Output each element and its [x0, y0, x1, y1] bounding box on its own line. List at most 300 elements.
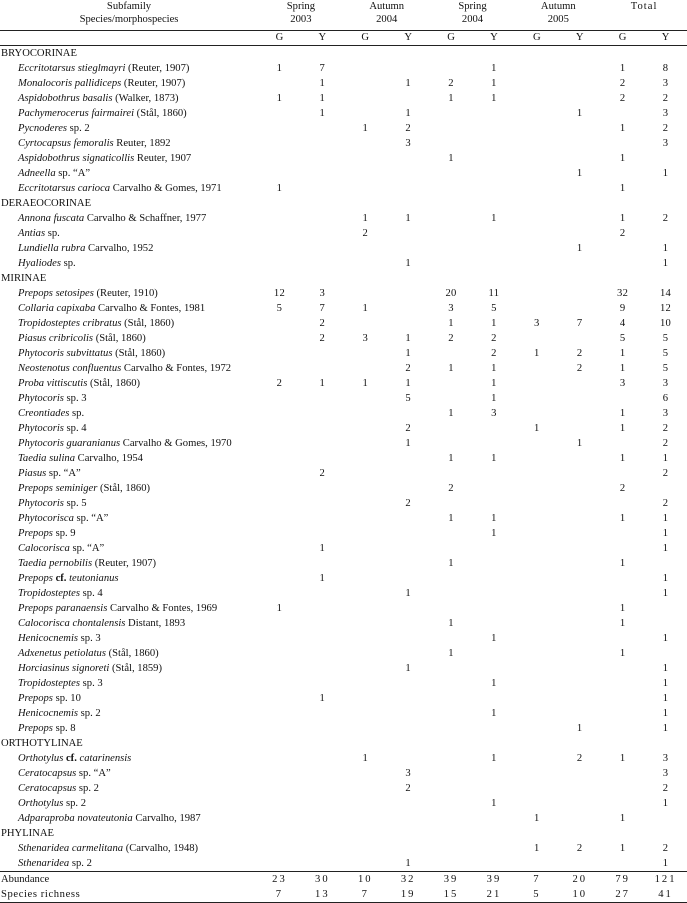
count-cell: 2 — [276, 378, 283, 389]
count-cell — [344, 811, 387, 826]
species-name — [0, 301, 258, 316]
period-header-row — [0, 0, 687, 31]
count-cell — [558, 706, 601, 721]
count-cell — [601, 466, 644, 481]
count-cell — [344, 76, 387, 91]
count-cell — [430, 541, 473, 556]
count-cell — [258, 316, 301, 331]
count-cell: 1 — [491, 513, 497, 524]
count-cell — [258, 496, 301, 511]
count-cell — [258, 841, 301, 856]
count-cell — [387, 646, 430, 661]
count-cell — [515, 286, 558, 301]
count-cell: 1 — [448, 618, 454, 629]
count-cell — [601, 676, 644, 691]
count-cell — [515, 766, 558, 781]
count-cell — [258, 466, 301, 481]
species-row — [0, 676, 687, 691]
count-cell — [258, 661, 301, 676]
count-cell — [601, 106, 644, 121]
species-row — [0, 316, 687, 331]
count-cell — [387, 811, 430, 826]
count-cell — [387, 61, 430, 76]
count-cell — [472, 616, 515, 631]
species-row — [0, 121, 687, 136]
count-cell: 2 — [405, 363, 411, 374]
count-cell — [601, 166, 644, 181]
count-cell — [301, 646, 344, 661]
table-body — [0, 46, 687, 903]
count-cell — [515, 496, 558, 511]
count-cell — [301, 811, 344, 826]
count-cell: 2 — [576, 348, 583, 359]
count-cell — [301, 136, 344, 151]
count-cell: 1 — [448, 153, 454, 164]
species-genus: Prepops seminiger — [18, 483, 98, 494]
count-cell: 1 — [448, 408, 454, 419]
species-row — [0, 361, 687, 376]
species-row — [0, 511, 687, 526]
species-authority: (Stål, 1860) — [112, 348, 166, 359]
count-cell: 1 — [448, 363, 454, 374]
count-cell — [344, 436, 387, 451]
count-cell: 1 — [662, 243, 669, 254]
count-cell: 2 — [491, 348, 497, 359]
species-row — [0, 241, 687, 256]
species-authority: Carvalho, 1954 — [75, 453, 143, 464]
count-cell — [472, 181, 515, 196]
count-cell — [344, 571, 387, 586]
count-cell: 1 — [619, 423, 626, 434]
species-authority: sp. 8 — [52, 723, 76, 734]
species-authority: sp. 4 — [63, 423, 87, 434]
species-genus: Prepops paranaensis — [18, 603, 108, 614]
count-cell — [515, 556, 558, 571]
count-cell — [430, 751, 473, 766]
species-row — [0, 211, 687, 226]
count-cell: 1 — [662, 693, 669, 704]
count-cell: 1 — [662, 453, 669, 464]
count-cell — [301, 526, 344, 541]
count-cell — [301, 706, 344, 721]
count-cell — [430, 571, 473, 586]
species-row — [0, 436, 687, 451]
count-cell: 5 — [619, 333, 626, 344]
species-row — [0, 226, 687, 241]
count-cell — [558, 616, 601, 631]
count-cell: 1 — [276, 603, 283, 614]
species-row — [0, 541, 687, 556]
species-genus: Phytocoris guaranianus — [18, 438, 121, 449]
count-cell — [558, 136, 601, 151]
count-cell — [301, 451, 344, 466]
species-authority: Carvalho & Fontes, 1969 — [107, 603, 218, 614]
count-cell — [344, 286, 387, 301]
species-genus: Calocorisca — [18, 543, 70, 554]
count-cell — [472, 226, 515, 241]
count-cell — [301, 856, 344, 872]
species-name — [0, 751, 258, 766]
count-cell — [258, 526, 301, 541]
count-cell: 2 — [619, 78, 626, 89]
species-genus: Prepops setosipes — [18, 288, 94, 299]
count-cell: 1 — [576, 438, 583, 449]
species-name — [0, 346, 258, 361]
count-cell — [430, 391, 473, 406]
species-qualifier: cf. — [63, 753, 80, 764]
species-genus: Taedia sulina — [18, 453, 76, 464]
species-name — [0, 286, 258, 301]
count-cell — [301, 616, 344, 631]
species-name — [0, 586, 258, 601]
count-cell: 1 — [619, 648, 626, 659]
total-cell: 20 — [558, 872, 601, 888]
count-cell — [387, 181, 430, 196]
count-cell: 1 — [491, 93, 497, 104]
count-cell — [387, 526, 430, 541]
species-genus: Orthotylus — [18, 753, 64, 764]
count-cell: 8 — [662, 63, 669, 74]
count-cell: 2 — [405, 498, 411, 509]
count-cell — [344, 706, 387, 721]
count-cell: 1 — [405, 858, 411, 869]
count-cell — [387, 406, 430, 421]
count-cell — [301, 481, 344, 496]
count-cell — [472, 496, 515, 511]
count-cell — [258, 121, 301, 136]
species-name — [0, 256, 258, 271]
count-cell — [558, 256, 601, 271]
count-cell — [558, 541, 601, 556]
species-row — [0, 166, 687, 181]
count-cell — [558, 391, 601, 406]
species-authority: (Reuter, 1907) — [121, 78, 186, 89]
period-header-autumn-2005: Autumn 2005 — [540, 1, 576, 25]
count-cell: 2 — [576, 363, 583, 374]
species-name — [0, 151, 258, 166]
species-genus: Tropidosteptes — [18, 588, 80, 599]
count-cell — [558, 856, 601, 872]
species-authority: sp. 3 — [63, 393, 87, 404]
count-cell — [344, 181, 387, 196]
species-genus: Horciasinus signoreti — [18, 663, 110, 674]
subfamily-row — [0, 826, 687, 841]
count-cell — [344, 451, 387, 466]
count-cell — [344, 586, 387, 601]
species-genus: Lundiella rubra — [18, 243, 86, 254]
count-cell — [601, 781, 644, 796]
species-name — [0, 451, 258, 466]
count-cell — [644, 616, 687, 631]
count-cell: 5 — [662, 363, 669, 374]
species-name — [0, 331, 258, 346]
count-cell — [301, 511, 344, 526]
count-cell — [558, 661, 601, 676]
count-cell: 1 — [534, 813, 540, 824]
count-cell — [472, 256, 515, 271]
species-name — [0, 421, 258, 436]
count-cell — [301, 631, 344, 646]
species-authority: Carvalho & Gomes, 1970 — [120, 438, 232, 449]
count-cell — [387, 241, 430, 256]
count-cell — [515, 661, 558, 676]
species-genus: Antias — [18, 228, 46, 239]
species-row — [0, 376, 687, 391]
species-authority: sp. — [45, 228, 60, 239]
species-authority: (Stål, 1860) — [87, 378, 141, 389]
species-row — [0, 601, 687, 616]
count-cell — [301, 661, 344, 676]
species-row — [0, 451, 687, 466]
species-row — [0, 691, 687, 706]
count-cell: 1 — [491, 753, 497, 764]
count-cell — [344, 91, 387, 106]
count-cell — [430, 811, 473, 826]
count-cell — [558, 481, 601, 496]
species-genus: Cyrtocapsus femoralis — [18, 138, 114, 149]
count-cell: 5 — [662, 348, 669, 359]
count-cell — [601, 796, 644, 811]
count-cell — [430, 421, 473, 436]
species-authority: Carvalho, 1987 — [132, 813, 201, 824]
count-cell — [344, 361, 387, 376]
count-cell — [258, 511, 301, 526]
count-cell — [430, 631, 473, 646]
species-authority: sp. 4 — [80, 588, 103, 599]
count-cell: 2 — [362, 228, 369, 239]
count-cell — [387, 466, 430, 481]
species-name — [0, 661, 258, 676]
count-cell — [344, 526, 387, 541]
species-genus: Hyaliodes — [18, 258, 61, 269]
species-name — [0, 796, 258, 811]
species-genus: Henicocnemis — [18, 633, 79, 644]
count-cell — [301, 121, 344, 136]
count-cell: 1 — [619, 753, 626, 764]
species-authority: Reuter, 1907 — [134, 153, 192, 164]
count-cell: 5 — [662, 333, 669, 344]
count-cell — [344, 556, 387, 571]
count-cell — [301, 406, 344, 421]
count-cell — [258, 256, 301, 271]
count-cell — [472, 106, 515, 121]
count-cell: 1 — [534, 348, 540, 359]
count-cell — [515, 91, 558, 106]
count-cell — [387, 571, 430, 586]
count-cell: 1 — [276, 183, 283, 194]
count-cell — [258, 136, 301, 151]
count-cell — [344, 256, 387, 271]
species-authority: (Carvalho, 1948) — [123, 843, 199, 854]
count-cell — [472, 811, 515, 826]
species-name — [0, 766, 258, 781]
count-cell: 2 — [405, 783, 411, 794]
count-cell: 3 — [405, 768, 411, 779]
count-cell: 1 — [619, 558, 626, 569]
species-authority: sp. “A” — [46, 468, 81, 479]
count-cell — [301, 436, 344, 451]
count-cell: 1 — [662, 858, 669, 869]
species-genus: Prepops — [18, 573, 53, 584]
count-cell — [430, 121, 473, 136]
count-cell — [515, 751, 558, 766]
species-name — [0, 481, 258, 496]
count-cell — [515, 181, 558, 196]
species-authority: Distant, 1893 — [125, 618, 186, 629]
count-cell — [515, 601, 558, 616]
total-cell: 7 — [258, 887, 301, 903]
count-cell: 2 — [448, 483, 454, 494]
count-cell — [344, 466, 387, 481]
count-cell — [515, 586, 558, 601]
count-cell — [515, 691, 558, 706]
total-cell: 27 — [601, 887, 644, 903]
species-name — [0, 211, 258, 226]
count-cell — [344, 841, 387, 856]
species-authority: sp. 2 — [67, 123, 90, 134]
count-cell — [515, 76, 558, 91]
subcolumn-header: G — [430, 31, 473, 46]
count-cell — [301, 496, 344, 511]
species-genus: Ceratocapsus — [18, 783, 77, 794]
count-cell — [472, 781, 515, 796]
count-cell — [601, 631, 644, 646]
species-row — [0, 616, 687, 631]
species-name — [0, 361, 258, 376]
count-cell — [601, 691, 644, 706]
subfamily-heading: Subfamily — [106, 1, 152, 12]
count-cell — [558, 466, 601, 481]
count-cell — [430, 721, 473, 736]
count-cell: 1 — [491, 708, 497, 719]
species-name — [0, 631, 258, 646]
species-row — [0, 481, 687, 496]
count-cell: 1 — [448, 558, 454, 569]
count-cell: 1 — [662, 663, 669, 674]
count-cell: 2 — [319, 333, 326, 344]
species-name — [0, 166, 258, 181]
count-cell — [430, 241, 473, 256]
count-cell — [472, 121, 515, 136]
species-authority: sp. 2 — [78, 708, 101, 719]
species-genus: Collaria capixaba — [18, 303, 96, 314]
species-name — [0, 676, 258, 691]
count-cell — [344, 676, 387, 691]
count-cell — [258, 586, 301, 601]
count-cell — [301, 796, 344, 811]
count-cell — [387, 151, 430, 166]
count-cell: 1 — [405, 438, 411, 449]
count-cell — [344, 346, 387, 361]
period-header-autumn-2004: Autumn 2004 — [369, 1, 405, 25]
count-cell — [601, 721, 644, 736]
count-cell: 1 — [619, 453, 626, 464]
count-cell — [558, 226, 601, 241]
count-cell — [558, 376, 601, 391]
species-genus: Henicocnemis — [18, 708, 79, 719]
species-authority: sp. 3 — [80, 678, 103, 689]
count-cell — [344, 691, 387, 706]
count-cell — [301, 181, 344, 196]
count-cell — [644, 481, 687, 496]
species-authority: sp. 5 — [63, 498, 87, 509]
count-cell — [430, 166, 473, 181]
count-cell: 2 — [576, 753, 583, 764]
species-authority: sp. 2 — [63, 798, 86, 809]
count-cell: 1 — [319, 543, 326, 554]
count-cell — [344, 541, 387, 556]
subfamily-name: DERAEOCORINAE — [1, 198, 92, 209]
count-cell: 3 — [534, 318, 540, 329]
count-cell: 1 — [319, 93, 326, 104]
count-cell: 12 — [659, 303, 672, 314]
count-cell — [430, 796, 473, 811]
count-cell — [430, 61, 473, 76]
count-cell — [515, 796, 558, 811]
count-cell — [558, 121, 601, 136]
count-cell — [601, 496, 644, 511]
count-cell: 3 — [491, 408, 497, 419]
count-cell: 12 — [273, 288, 286, 299]
count-cell — [344, 61, 387, 76]
count-cell — [258, 556, 301, 571]
count-cell — [258, 571, 301, 586]
count-cell: 3 — [662, 753, 669, 764]
species-genus: Phytocoris — [18, 393, 64, 404]
species-name — [0, 61, 258, 76]
count-cell — [430, 181, 473, 196]
species-authority: (Stål, 1860) — [121, 318, 175, 329]
count-cell — [472, 856, 515, 872]
total-cell: 39 — [430, 872, 473, 888]
species-row — [0, 496, 687, 511]
count-cell: 5 — [491, 303, 497, 314]
count-cell: 1 — [362, 303, 369, 314]
count-cell: 5 — [276, 303, 283, 314]
count-cell — [387, 721, 430, 736]
count-cell — [301, 781, 344, 796]
count-cell — [387, 301, 430, 316]
count-cell: 1 — [619, 618, 626, 629]
count-cell: 1 — [319, 108, 326, 119]
species-name — [0, 811, 258, 826]
count-cell — [601, 391, 644, 406]
count-cell: 1 — [448, 453, 454, 464]
count-cell — [258, 481, 301, 496]
count-cell — [344, 481, 387, 496]
species-genus: Aspidobothrus signaticollis — [18, 153, 135, 164]
species-genus: Aspidobothrus basalis — [18, 93, 113, 104]
count-cell — [430, 706, 473, 721]
count-cell — [258, 646, 301, 661]
species-genus: Monalocoris pallidiceps — [18, 78, 122, 89]
subcolumn-header: G — [258, 31, 301, 46]
species-authority: (Stål, 1860) — [93, 333, 146, 344]
count-cell — [515, 511, 558, 526]
count-cell: 1 — [619, 513, 626, 524]
species-row — [0, 646, 687, 661]
species-name — [0, 496, 258, 511]
count-cell: 3 — [662, 768, 669, 779]
count-cell — [430, 226, 473, 241]
count-cell — [430, 106, 473, 121]
count-cell — [387, 706, 430, 721]
count-cell — [344, 646, 387, 661]
count-cell: 3 — [662, 408, 669, 419]
count-cell — [387, 166, 430, 181]
count-cell — [515, 706, 558, 721]
count-cell: 1 — [662, 513, 669, 524]
